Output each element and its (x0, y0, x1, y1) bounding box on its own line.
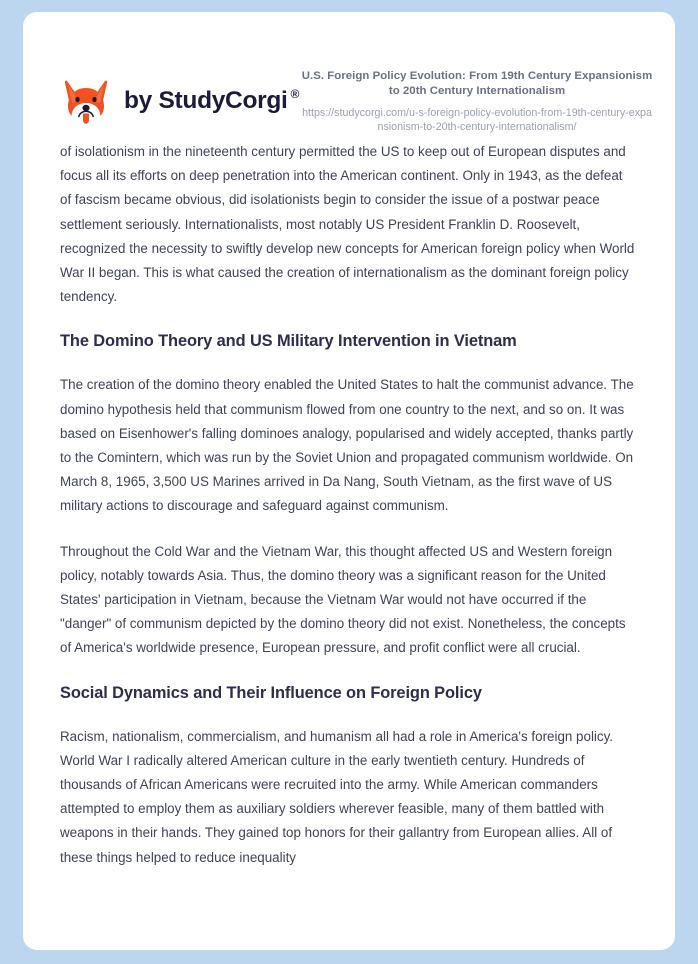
article-paragraph: The creation of the domino theory enabled the United States to halt the communist advance. The domino hypothesis held that communism flowed from one country to the next, and so on. It was based on Eisenhower's falling dominoes analogy, popularised and widely accepted, thanks partly to the Comintern, which was run by the Soviet Union and propagated communism worldwide. On March 8, 1965, 3,500 US Marines arrived in Da Nang, South Vietnam, as the first wave of US military actions to discourage and safeguard against communism. (60, 377, 634, 514)
section-heading: Social Dynamics and Their Influence on Foreign Policy (60, 683, 482, 702)
article-page-card (23, 12, 675, 950)
section-heading: The Domino Theory and US Military Intervention in Vietnam (60, 332, 517, 351)
brand-logo[interactable] (60, 73, 299, 127)
registered-trademark-icon: ® (290, 86, 300, 101)
source-url[interactable]: https://studycorgi.com/u-s-foreign-policy-evolution-from-19th-century-expansionism-to-20th-century-internationalism/ (302, 106, 652, 133)
page-header (23, 12, 675, 140)
brand-wordmark (124, 87, 299, 115)
document-meta (301, 65, 653, 135)
article-paragraph: Throughout the Cold War and the Vietnam War, this thought affected US and Western foreign policy, notably towards Asia. Thus, the domino theory was a significant reason for the United States' participation in Vietnam, because the Vietnam War would not have occurred if the "danger" of communism depicted by the domino theory did not exist. Nonetheless, the concepts of America's worldwide presence, European pressure, and profit conflict were all crucial. (60, 543, 626, 656)
article-content (23, 140, 675, 870)
page-title: U.S. Foreign Policy Evolution: From 19th Century Expansionism to 20th Century Internationalism (301, 69, 653, 97)
article-paragraph: Racism, nationalism, commercialism, and humanism all had a role in America's foreign policy. World War I radically altered American culture in the early twentieth century. Hundreds of thousands of African Americans were recruited into the army. While American commanders attempted to employ them as auxiliary soldiers wherever feasible, many of them battled with weapons in their hands. They gained top honors for their gallantry from European allies. All of these things helped to reduce inequality (60, 728, 614, 865)
brand-name-text: by StudyCorgi (124, 86, 288, 114)
article-paragraph: of isolationism in the nineteenth century permitted the US to keep out of European disputes and focus all its efforts on deep penetration into the American continent. Only in 1943, as the defeat of fascism became obvious, did isolationists begin to consider the issue of a postwar peace settlement seriously. Internationalists, most notably US President Franklin D. Roosevelt, recognized the necessity to swiftly develop new concepts for American foreign policy when World War II began. This is what caused the creation of internationalism as the dominant foreign policy tendency. (60, 144, 635, 305)
corgi-logo-icon (60, 75, 112, 127)
